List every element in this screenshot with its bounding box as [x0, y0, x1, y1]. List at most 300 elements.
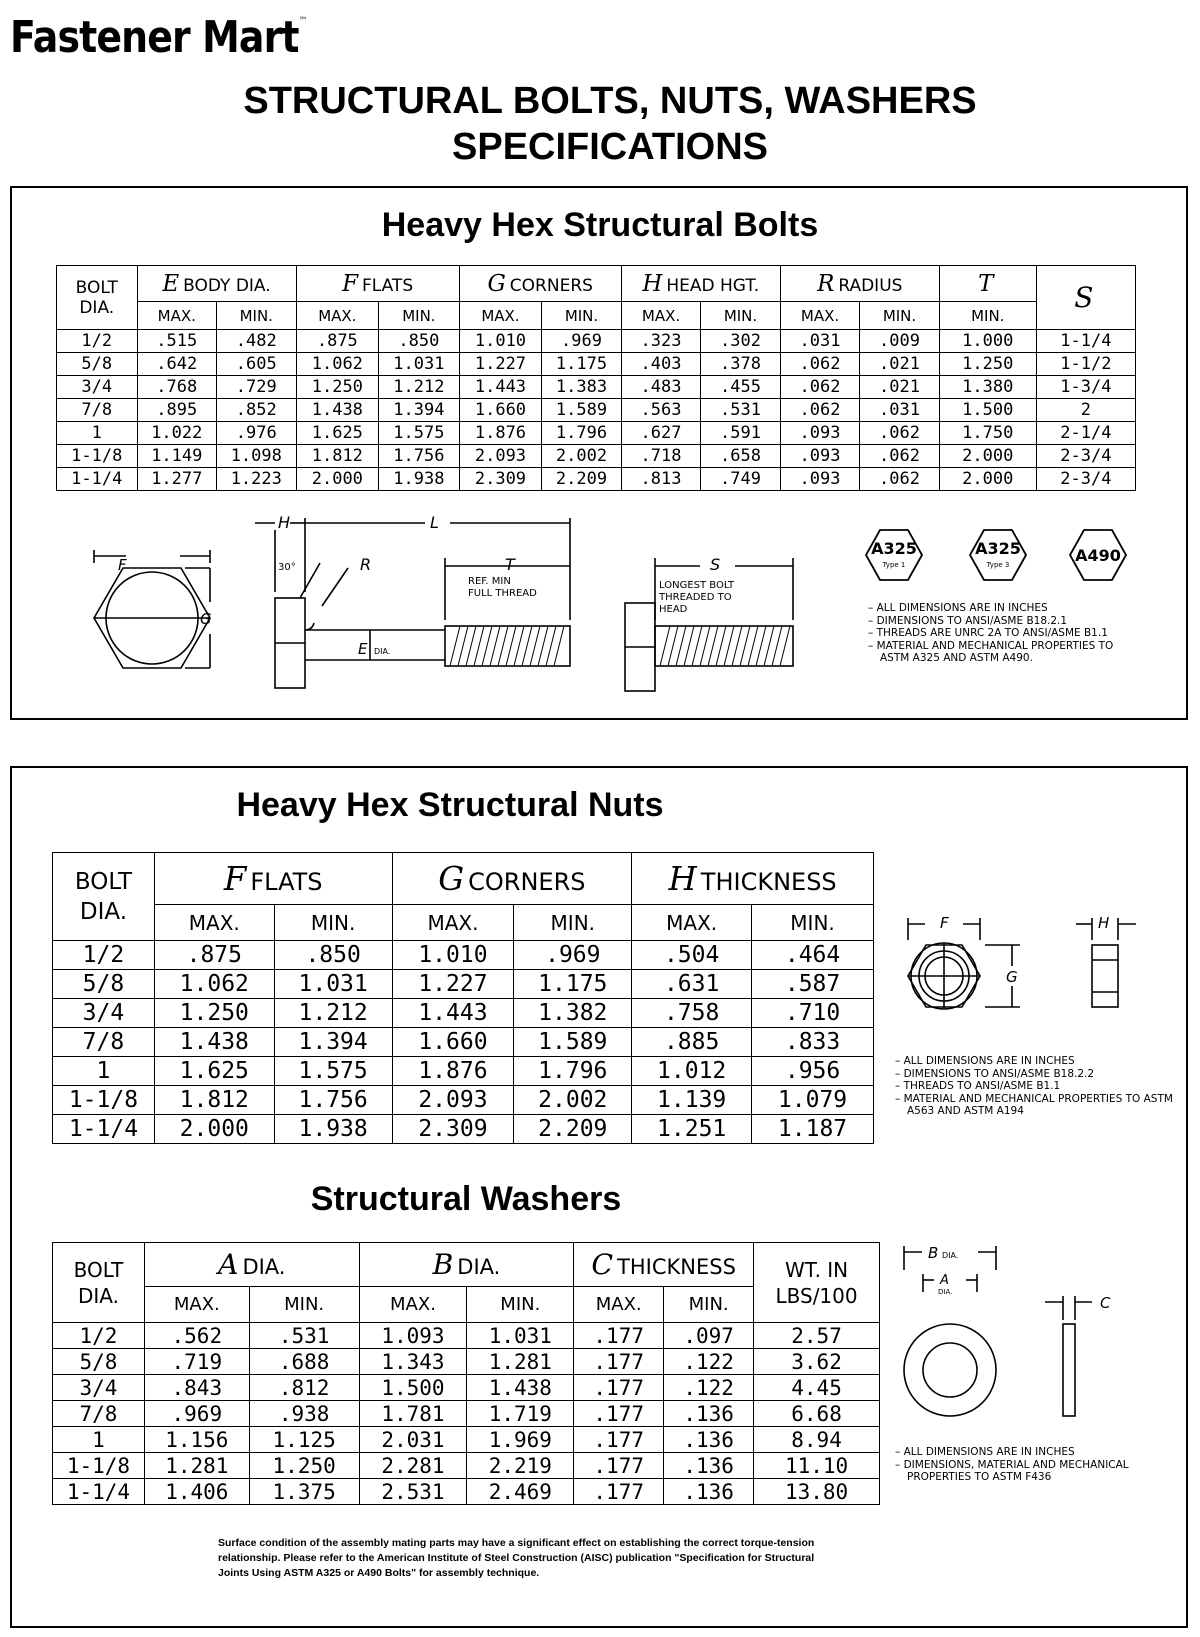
header-max: MAX. [137, 302, 217, 330]
value-cell: .850 [379, 330, 460, 353]
value-cell: 1.175 [514, 970, 632, 999]
svg-text:Type 3: Type 3 [986, 561, 1010, 569]
value-cell: .136 [664, 1401, 754, 1427]
value-cell: .122 [664, 1375, 754, 1401]
value-cell: 2.000 [939, 468, 1036, 491]
value-cell: 1.438 [467, 1375, 574, 1401]
value-cell: 1-1/2 [1036, 353, 1135, 376]
washers-note: – ALL DIMENSIONS ARE IN INCHES [895, 1446, 1175, 1459]
value-cell: 1.719 [467, 1401, 574, 1427]
value-cell: .136 [664, 1427, 754, 1453]
value-cell: .177 [574, 1427, 664, 1453]
value-cell: 1.575 [379, 422, 460, 445]
value-cell: 1.660 [459, 399, 542, 422]
svg-text:Type 1: Type 1 [882, 561, 906, 569]
svg-text:A325: A325 [975, 539, 1021, 558]
value-cell: .956 [752, 1057, 874, 1086]
value-cell: .605 [217, 353, 297, 376]
bolt-dia-cell: 1 [57, 422, 138, 445]
value-cell: 2.209 [542, 468, 622, 491]
bolts-note: – THREADS ARE UNRC 2A TO ANSI/ASME B1.1 [868, 627, 1128, 640]
value-cell: .177 [574, 1375, 664, 1401]
value-cell: 1.394 [274, 1028, 392, 1057]
nut-side-view [1092, 945, 1118, 1007]
value-cell: 1.000 [939, 330, 1036, 353]
value-cell: .833 [752, 1028, 874, 1057]
header-f-flats: F FLATS [154, 853, 392, 905]
dim-h: H [1098, 914, 1110, 932]
dim-e-dia: DIA. [374, 647, 391, 656]
value-cell: 2.000 [154, 1115, 274, 1144]
header-min: MIN. [467, 1287, 574, 1323]
value-cell: 1.281 [467, 1349, 574, 1375]
header-min: MIN. [249, 1287, 359, 1323]
washers-note: – DIMENSIONS, MATERIAL AND MECHANICAL PROPERTIES TO ASTM F436 [895, 1459, 1175, 1484]
value-cell: 1.625 [154, 1057, 274, 1086]
value-cell: .758 [632, 999, 752, 1028]
value-cell: 1-1/4 [1036, 330, 1135, 353]
bolt-dimension-drawing [60, 508, 820, 708]
value-cell: 2.209 [514, 1115, 632, 1144]
header-min: MIN. [514, 905, 632, 941]
washer-side-view [1063, 1324, 1075, 1416]
value-cell: .710 [752, 999, 874, 1028]
bolt-dia-cell: 1-1/8 [53, 1086, 155, 1115]
header-max: MAX. [392, 905, 514, 941]
bolt-dia-cell: 1-1/4 [53, 1115, 155, 1144]
value-cell: 1.156 [144, 1427, 249, 1453]
value-cell: 2.000 [939, 445, 1036, 468]
bolt-dia-cell: 1/2 [53, 1323, 145, 1349]
value-cell: 1.281 [144, 1453, 249, 1479]
table-row [57, 468, 1136, 491]
value-cell: .591 [701, 422, 781, 445]
dim-a: A [940, 1273, 949, 1288]
value-cell: .875 [154, 941, 274, 970]
assembly-footnote: Surface condition of the assembly mating parts may have a significant effect on establishing the correct torque-tension relationship. Please refer to the American Institute of Steel Construction (AISC) publication "Specification for Structural Joints Using ASTM A325 or A490 Bolts" for assembly technique. [218, 1537, 815, 1579]
value-cell: 1.938 [274, 1115, 392, 1144]
value-cell: 1.500 [939, 399, 1036, 422]
value-cell: 1.149 [137, 445, 217, 468]
value-cell: 1.625 [296, 422, 379, 445]
dim-c: C [1100, 1294, 1111, 1312]
bolt-dia-cell: 7/8 [53, 1401, 145, 1427]
value-cell: 2.219 [467, 1453, 574, 1479]
head-label: HEAD [659, 604, 688, 615]
value-cell: .136 [664, 1453, 754, 1479]
header-min: MIN. [939, 302, 1036, 330]
header-min: MIN. [860, 302, 940, 330]
value-cell: .062 [860, 445, 940, 468]
table-row [53, 999, 874, 1028]
nuts-notes [895, 1055, 1175, 1118]
bolts-notes [868, 602, 1128, 665]
value-cell: 1.022 [137, 422, 217, 445]
value-cell: 2.309 [392, 1115, 514, 1144]
dim-b: B [928, 1244, 939, 1262]
value-cell: 2.309 [459, 468, 542, 491]
ref-min-label: REF. MIN [468, 576, 511, 587]
header-max: MAX. [632, 905, 752, 941]
value-cell: .323 [621, 330, 701, 353]
value-cell: .177 [574, 1479, 664, 1505]
dim-f: F [118, 556, 127, 574]
value-cell: 1.031 [379, 353, 460, 376]
nuts-table [52, 852, 874, 1144]
table-row [57, 399, 1136, 422]
table-row [53, 1453, 880, 1479]
value-cell: .403 [621, 353, 701, 376]
value-cell: 2-1/4 [1036, 422, 1135, 445]
value-cell: 2.531 [359, 1479, 467, 1505]
value-cell: 1.227 [392, 970, 514, 999]
value-cell: .642 [137, 353, 217, 376]
washer-outer [904, 1324, 996, 1416]
value-cell: 2-3/4 [1036, 445, 1135, 468]
value-cell: 1.250 [154, 999, 274, 1028]
header-min: MIN. [542, 302, 622, 330]
value-cell: .852 [217, 399, 297, 422]
value-cell: .885 [632, 1028, 752, 1057]
value-cell: .729 [217, 376, 297, 399]
value-cell: .062 [860, 422, 940, 445]
value-cell: 2.000 [296, 468, 379, 491]
value-cell: 2.57 [754, 1323, 880, 1349]
value-cell: 1.098 [217, 445, 297, 468]
value-cell: 1.277 [137, 468, 217, 491]
table-row [57, 445, 1136, 468]
value-cell: 1.223 [217, 468, 297, 491]
bolt-dia-cell: 3/4 [53, 999, 155, 1028]
bolts-note: – ALL DIMENSIONS ARE IN INCHES [868, 602, 1128, 615]
value-cell: .969 [144, 1401, 249, 1427]
bolt-dia-cell: 5/8 [53, 970, 155, 999]
bolt-dia-cell: 1-1/4 [57, 468, 138, 491]
table-row [57, 422, 1136, 445]
value-cell: 1.796 [542, 422, 622, 445]
value-cell: 2.031 [359, 1427, 467, 1453]
header-max: MAX. [144, 1287, 249, 1323]
trademark-mark: ™ [298, 16, 307, 27]
value-cell: 1.010 [392, 941, 514, 970]
header-min: MIN. [701, 302, 781, 330]
value-cell: 1.212 [274, 999, 392, 1028]
header-h-thickness: H THICKNESS [632, 853, 874, 905]
bolts-table [56, 265, 1136, 491]
value-cell: .177 [574, 1349, 664, 1375]
value-cell: 1.443 [392, 999, 514, 1028]
value-cell: 3.62 [754, 1349, 880, 1375]
value-cell: .938 [249, 1401, 359, 1427]
header-max: MAX. [296, 302, 379, 330]
table-row [57, 330, 1136, 353]
value-cell: .587 [752, 970, 874, 999]
value-cell: 1.575 [274, 1057, 392, 1086]
value-cell: .062 [780, 376, 860, 399]
value-cell: 1.443 [459, 376, 542, 399]
value-cell: 6.68 [754, 1401, 880, 1427]
value-cell: 1.093 [359, 1323, 467, 1349]
value-cell: .031 [780, 330, 860, 353]
bolt-dia-cell: 1-1/4 [53, 1479, 145, 1505]
value-cell: 1.438 [154, 1028, 274, 1057]
header-b-dia: B DIA. [359, 1243, 574, 1287]
bolt-dia-cell: 5/8 [57, 353, 138, 376]
value-cell: .895 [137, 399, 217, 422]
value-cell: 1.750 [939, 422, 1036, 445]
value-cell: 1.079 [752, 1086, 874, 1115]
bolt-dia-cell: 3/4 [57, 376, 138, 399]
value-cell: .749 [701, 468, 781, 491]
table-row [53, 1323, 880, 1349]
header-a-dia: A DIA. [144, 1243, 359, 1287]
washers-notes [895, 1446, 1175, 1484]
value-cell: .483 [621, 376, 701, 399]
brand-name: Fastener Mart [10, 12, 299, 63]
value-cell: 1.756 [274, 1086, 392, 1115]
value-cell: .455 [701, 376, 781, 399]
value-cell: .631 [632, 970, 752, 999]
longest-bolt-label: LONGEST BOLT [659, 580, 735, 591]
value-cell: 2 [1036, 399, 1135, 422]
table-row [53, 1115, 874, 1144]
value-cell: 1.938 [379, 468, 460, 491]
value-cell: .177 [574, 1453, 664, 1479]
header-max: MAX. [359, 1287, 467, 1323]
page-title-line1: STRUCTURAL BOLTS, NUTS, WASHERS [243, 80, 977, 122]
nut-dimension-drawing [900, 888, 1160, 1028]
value-cell: 1.589 [514, 1028, 632, 1057]
header-max: MAX. [459, 302, 542, 330]
value-cell: 1.438 [296, 399, 379, 422]
value-cell: .062 [780, 353, 860, 376]
value-cell: .969 [514, 941, 632, 970]
table-row [53, 1086, 874, 1115]
value-cell: 1.876 [459, 422, 542, 445]
header-weight: WT. IN LBS/100 [754, 1243, 880, 1323]
value-cell: 1.010 [459, 330, 542, 353]
header-max: MAX. [780, 302, 860, 330]
value-cell: 1.227 [459, 353, 542, 376]
dim-g: G [200, 610, 212, 628]
value-cell: .515 [137, 330, 217, 353]
header-min: MIN. [752, 905, 874, 941]
value-cell: 1.812 [154, 1086, 274, 1115]
header-g-corners: G CORNERS [459, 266, 621, 302]
header-bolt-dia: BOLT DIA. [57, 266, 138, 330]
header-max: MAX. [154, 905, 274, 941]
value-cell: .093 [780, 468, 860, 491]
value-cell: 13.80 [754, 1479, 880, 1505]
value-cell: 1.031 [274, 970, 392, 999]
nuts-note: – DIMENSIONS TO ANSI/ASME B18.2.2 [895, 1068, 1175, 1081]
value-cell: .563 [621, 399, 701, 422]
value-cell: .531 [249, 1323, 359, 1349]
value-cell: 1.812 [296, 445, 379, 468]
value-cell: 1.660 [392, 1028, 514, 1057]
bolt-dia-cell: 1/2 [53, 941, 155, 970]
dim-angle: 30° [278, 562, 296, 573]
value-cell: 11.10 [754, 1453, 880, 1479]
bolt-dia-cell: 7/8 [57, 399, 138, 422]
table-row [53, 1427, 880, 1453]
dim-a-dia: DIA. [938, 1288, 953, 1296]
value-cell: 1.756 [379, 445, 460, 468]
bolt-dia-cell: 7/8 [53, 1028, 155, 1057]
value-cell: 4.45 [754, 1375, 880, 1401]
value-cell: 2.281 [359, 1453, 467, 1479]
value-cell: 1.250 [939, 353, 1036, 376]
value-cell: 1.406 [144, 1479, 249, 1505]
value-cell: .850 [274, 941, 392, 970]
value-cell: .378 [701, 353, 781, 376]
value-cell: 2.002 [514, 1086, 632, 1115]
washers-rows [53, 1323, 880, 1505]
value-cell: 1.781 [359, 1401, 467, 1427]
nuts-note: – THREADS TO ANSI/ASME B1.1 [895, 1080, 1175, 1093]
nuts-note: – ALL DIMENSIONS ARE IN INCHES [895, 1055, 1175, 1068]
value-cell: .969 [542, 330, 622, 353]
value-cell: 1.031 [467, 1323, 574, 1349]
value-cell: 1.062 [154, 970, 274, 999]
value-cell: .562 [144, 1323, 249, 1349]
value-cell: .658 [701, 445, 781, 468]
value-cell: .031 [860, 399, 940, 422]
bolt-dia-cell: 1-1/8 [57, 445, 138, 468]
table-row [57, 376, 1136, 399]
value-cell: 1.250 [249, 1453, 359, 1479]
value-cell: 1.175 [542, 353, 622, 376]
value-cell: .177 [574, 1401, 664, 1427]
value-cell: 1.380 [939, 376, 1036, 399]
header-bolt-dia: BOLT DIA. [53, 853, 155, 941]
value-cell: 1.251 [632, 1115, 752, 1144]
bolts-note: – MATERIAL AND MECHANICAL PROPERTIES TO ASTM A325 AND ASTM A490. [868, 640, 1128, 665]
washers-table [52, 1242, 880, 1505]
value-cell: 1.062 [296, 353, 379, 376]
header-g-corners: G CORNERS [392, 853, 632, 905]
header-bolt-dia: BOLT DIA. [53, 1243, 145, 1323]
dim-b-dia: DIA. [942, 1251, 959, 1260]
washer-dimension-drawing [900, 1240, 1160, 1440]
value-cell: 2.093 [459, 445, 542, 468]
header-t: T [939, 266, 1036, 302]
value-cell: 1.383 [542, 376, 622, 399]
value-cell: .093 [780, 422, 860, 445]
grade-badges [860, 520, 1140, 590]
value-cell: .009 [860, 330, 940, 353]
table-row [53, 941, 874, 970]
bolt-dia-cell: 3/4 [53, 1375, 145, 1401]
bolts-title: Heavy Hex Structural Bolts [381, 206, 819, 244]
value-cell: 1.375 [249, 1479, 359, 1505]
value-cell: 1.969 [467, 1427, 574, 1453]
bolt-dia-cell: 5/8 [53, 1349, 145, 1375]
value-cell: .021 [860, 376, 940, 399]
value-cell: .719 [144, 1349, 249, 1375]
value-cell: 1.212 [379, 376, 460, 399]
header-c-thickness: C THICKNESS [574, 1243, 754, 1287]
value-cell: .177 [574, 1323, 664, 1349]
value-cell: .097 [664, 1323, 754, 1349]
value-cell: .976 [217, 422, 297, 445]
bolts-rows [57, 330, 1136, 491]
bolt-dia-cell: 1 [53, 1057, 155, 1086]
dim-s: S [710, 555, 721, 574]
header-f-flats: F FLATS [296, 266, 459, 302]
bolt-dia-cell: 1/2 [57, 330, 138, 353]
value-cell: 1.796 [514, 1057, 632, 1086]
dim-e: E [358, 640, 368, 658]
value-cell: .627 [621, 422, 701, 445]
value-cell: .136 [664, 1479, 754, 1505]
value-cell: .688 [249, 1349, 359, 1375]
header-h-head-hgt: H HEAD HGT. [621, 266, 780, 302]
dim-r: R [360, 555, 372, 574]
bolts-note: – DIMENSIONS TO ANSI/ASME B18.2.1 [868, 615, 1128, 628]
header-max: MAX. [574, 1287, 664, 1323]
value-cell: .875 [296, 330, 379, 353]
nuts-note: – MATERIAL AND MECHANICAL PROPERTIES TO ASTM A563 AND ASTM A194 [895, 1093, 1175, 1118]
threaded-to-label: THREADED TO [659, 592, 732, 603]
table-row [53, 970, 874, 999]
dim-f: F [940, 914, 949, 932]
nuts-rows [53, 941, 874, 1144]
value-cell: .813 [621, 468, 701, 491]
value-cell: 1.343 [359, 1349, 467, 1375]
table-row [53, 1401, 880, 1427]
table-row [53, 1349, 880, 1375]
value-cell: 1.589 [542, 399, 622, 422]
value-cell: 2.093 [392, 1086, 514, 1115]
dim-h: H [278, 513, 291, 532]
value-cell: 1.139 [632, 1086, 752, 1115]
value-cell: .464 [752, 941, 874, 970]
value-cell: .812 [249, 1375, 359, 1401]
dim-l: L [430, 513, 439, 532]
value-cell: 1.187 [752, 1115, 874, 1144]
value-cell: 2.469 [467, 1479, 574, 1505]
table-row [53, 1028, 874, 1057]
header-min: MIN. [664, 1287, 754, 1323]
value-cell: .021 [860, 353, 940, 376]
washer-inner [923, 1343, 977, 1397]
washers-title: Structural Washers [310, 1180, 622, 1218]
table-row [53, 1057, 874, 1086]
value-cell: 1-3/4 [1036, 376, 1135, 399]
value-cell: .062 [780, 399, 860, 422]
table-row [53, 1375, 880, 1401]
value-cell: .768 [137, 376, 217, 399]
value-cell: .504 [632, 941, 752, 970]
header-r-radius: R RADIUS [780, 266, 939, 302]
header-min: MIN. [274, 905, 392, 941]
table-row [53, 1479, 880, 1505]
value-cell: 1.382 [514, 999, 632, 1028]
value-cell: .122 [664, 1349, 754, 1375]
value-cell: .843 [144, 1375, 249, 1401]
value-cell: .718 [621, 445, 701, 468]
value-cell: .531 [701, 399, 781, 422]
value-cell: 1.125 [249, 1427, 359, 1453]
value-cell: 1.012 [632, 1057, 752, 1086]
bolt-dia-cell: 1 [53, 1427, 145, 1453]
header-e-body-dia: E BODY DIA. [137, 266, 296, 302]
nuts-title: Heavy Hex Structural Nuts [236, 786, 664, 824]
table-row [57, 353, 1136, 376]
page-title-line2: SPECIFICATIONS [452, 126, 768, 168]
value-cell: 1.394 [379, 399, 460, 422]
